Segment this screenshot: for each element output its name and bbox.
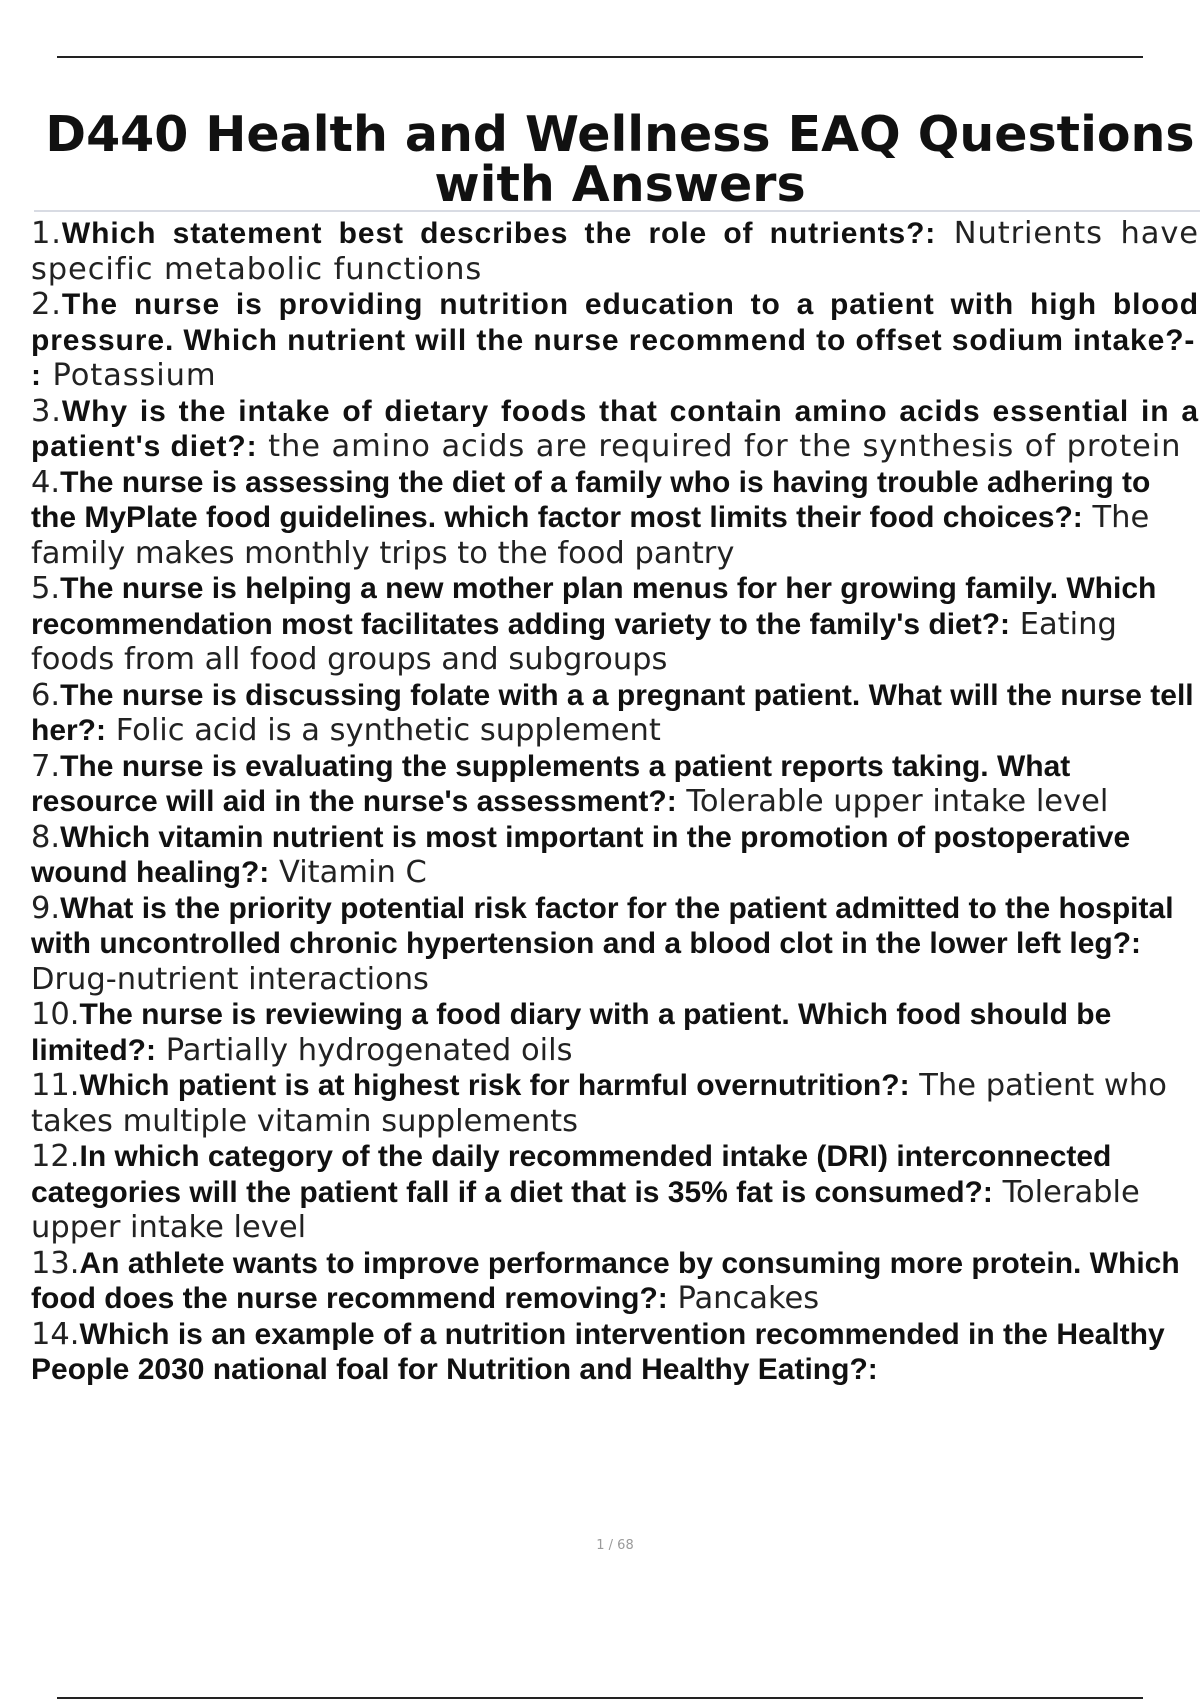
title-line-2: with Answers xyxy=(434,156,806,213)
question-text: What is the priority potential risk factor for the patient admitted to the hospital with uncontrolled chronic hypertension and a blood clot in the lower left leg?: xyxy=(31,891,1174,960)
question-text: Which is an example of a nutrition intervention recommended in the Healthy People 2030 national foal for Nutrition and Healthy Eating?: xyxy=(31,1317,1165,1386)
question-text: Which vitamin nutrient is most important in the promotion of postoperative wound healing?: xyxy=(31,820,1131,889)
qa-item-4 xyxy=(31,465,1199,572)
question-text: An athlete wants to improve performance by consuming more protein. Which food does the nurse recommend removing?: xyxy=(31,1246,1180,1315)
question-text: The nurse is evaluating the supplements a patient reports taking. What resource will aid in the nurse's assessment?: xyxy=(31,749,1071,818)
title-line-1: D440 Health and Wellness EAQ Questions xyxy=(45,106,1195,163)
qa-item-3 xyxy=(31,394,1199,465)
answer-text: Vitamin C xyxy=(279,855,427,890)
item-number: 12. xyxy=(31,1139,80,1174)
title-divider xyxy=(34,210,1200,212)
page-indicator: 1 / 68 xyxy=(596,1538,634,1553)
item-number: 10. xyxy=(31,997,80,1032)
item-number: 9. xyxy=(31,890,61,926)
item-number: 13. xyxy=(31,1245,80,1281)
qa-item-5 xyxy=(31,571,1199,678)
question-text: The nurse is assessing the diet of a family who is having trouble adhering to the MyPlate food guidelines. which factor most limits their food choices?: xyxy=(31,465,1151,534)
qa-item-10 xyxy=(31,997,1199,1068)
answer-text: Tolerable upper intake level xyxy=(31,1174,1140,1245)
item-number: 8. xyxy=(31,819,61,855)
document-title xyxy=(30,106,1200,213)
qa-item-1 xyxy=(31,216,1199,287)
qa-item-12 xyxy=(31,1139,1199,1246)
qa-item-9 xyxy=(31,891,1199,998)
answer-text: The family makes monthly trips to the food pantry xyxy=(31,500,1150,571)
qa-item-13 xyxy=(31,1246,1199,1317)
qa-item-7 xyxy=(31,749,1199,820)
question-text: Which patient is at highest risk for harmful overnutrition?: xyxy=(79,1069,910,1102)
answer-text: Eating foods from all food groups and subgroups xyxy=(31,606,1117,677)
answer-text: Drug-nutrient interactions xyxy=(31,961,429,997)
item-number: 7. xyxy=(31,748,61,784)
answer-text: Potassium xyxy=(52,358,217,393)
item-number: 2. xyxy=(31,287,62,322)
item-number: 6. xyxy=(31,677,61,713)
answer-text: Pancakes xyxy=(677,1281,820,1316)
answer-text: The patient who takes multiple vitamin supplements xyxy=(31,1068,1167,1139)
item-number: 1. xyxy=(31,216,62,251)
item-number: 14. xyxy=(31,1316,80,1352)
question-text: Which statement best describes the role of nutrients?: xyxy=(61,217,937,250)
answer-text: Tolerable upper intake level xyxy=(686,784,1109,819)
question-text: The nurse is helping a new mother plan menus for her growing family. Which recommendation most facilitates adding variety to the family's diet?: xyxy=(31,572,1157,641)
question-text: In which category of the daily recommended intake (DRI) interconnected categories will the patient fall if a diet that is 35% fat is consumed?: xyxy=(31,1140,1112,1209)
item-number: 11. xyxy=(31,1068,80,1103)
bottom-rule xyxy=(57,1697,1143,1699)
answer-text: the amino acids are required for the synthesis of protein xyxy=(268,429,1182,464)
question-tail: : xyxy=(31,359,42,392)
question-text: The nurse is reviewing a food diary with a patient. Which food should be limited?: xyxy=(31,998,1112,1067)
item-number: 4. xyxy=(31,464,61,500)
qa-item-11 xyxy=(31,1068,1199,1139)
answer-text: Partially hydrogenated oils xyxy=(165,1032,573,1068)
qa-item-8 xyxy=(31,820,1199,891)
question-text: The nurse is providing nutrition education to a patient with high blood pressure. Which nutrient will the nurse recommend to offset sodium intake?- xyxy=(31,288,1199,357)
qa-item-14 xyxy=(31,1317,1199,1388)
question-text: The nurse is discussing folate with a a pregnant patient. What will the nurse tell her?: xyxy=(31,678,1194,747)
item-number: 3. xyxy=(31,393,62,429)
answer-text: Folic acid is a synthetic supplement xyxy=(115,713,661,748)
answer-text: Nutrients have specific metabolic functions xyxy=(31,216,1199,287)
top-rule xyxy=(57,56,1143,58)
qa-item-2 xyxy=(31,287,1199,394)
item-number: 5. xyxy=(31,571,61,606)
qa-list xyxy=(31,216,1199,1388)
qa-item-6 xyxy=(31,678,1199,749)
question-text: Why is the intake of dietary foods that contain amino acids essential in a patient's diet?: xyxy=(31,394,1199,463)
